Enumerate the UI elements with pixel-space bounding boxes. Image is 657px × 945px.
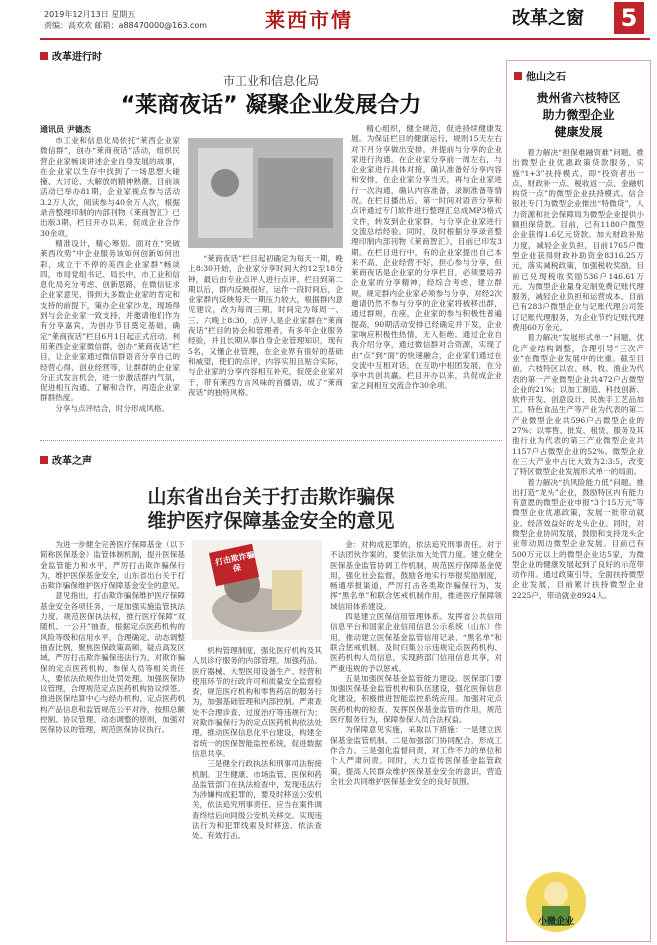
sidebar-headline-line1: 贵州省六枝特区 [536,91,621,105]
article-divider [40,440,502,441]
article1-kicker: 市工业和信息化局 [222,74,319,88]
article2-col2: 机构管理制度，强化医疗机构及其人员诊疗服务的内部管理。加强药品、医疗器械、大型医用设备生产、经营和使用环节的行政许可和质量安全监督检查，规范医疗机构和零售药店的服务行为，加强基础管理和内部控制。严肃查处不合理诊查、过度治疗等违规行为；对欺诈骗保行为的定点医药机构依法处理。推动医保信息化平台建设，构建全省统一的医保智能监控系统，促进数据信息共享。 三是健全行政执法和刑事司法衔接机制。卫生健康、市场监管、医保和药品监管部门在执法检查中，发现违法行为涉嫌构成犯罪的，要及时移送公安机关，依法追究刑事责任。应当在案件调查终结后向同级公安机关移交。实现违法行为和犯罪线索及时移送、依法查处、有效打击。 [192,646,322,841]
column-tag-voice: 改革之声 [40,452,92,467]
small-business-label: 小微企业 [537,917,574,927]
header-rule [40,38,650,40]
fraud-cartoon-icon [192,540,322,640]
article1-col3: 精心组织，健全规范，促进持续健康发展。为保证栏目的健康运行，规则15天左右对下月分享做出安排，并提前与分享的企业家进行沟通。在企业家分享前一周左右，与企业家进行具体对接，确认准备好分享内容和安排，在企业家分享当天，再与企业家进行一次沟通，确认内容准备，录制准备等情况。在栏目播出后，第一时间对语音分享和点评通过专门软件进行整理汇总成MP3格式文件，转发到企业家群，与分享企业家进行交流总结经验。同时，及时根据分享录音整理印制内部刊物《莱商智汇》，目前已印发3期。在栏目进行中，有的企业家提出自己本来不高，企业经营不好，担心参与分享，但莱商夜话是企业家的分享栏目，必须要培养企业家的分享精神，经综合考虑，建立群规，规定群内企业家必须参与分享，对经2次邀请仍然不参与分享的企业家将被移出群，通过群规，在座，企业家的参与积极性普遍提高，90期活动安排已经确定并下发，企业家响应积极性热情，无人拒绝。通过企业自我介绍分享，通过微信群对合资源，实现了由“点”到“面”的快速融合，企业家们通过在交流中互相对话，在互助中相团发展，在分享中共创共赢。栏目开办以来，共促成企业家之间相互交流合作30余项。 [351,124,502,391]
article2-col3: 金：对构成犯罪的，依法追究刑事责任。对于不法团伙作案的，要依法加大处罚力度。建立健全医保基金监管协调工作机制，规范医疗保障基金使用，强化社会监督，鼓励各地实行举报奖励制度，畅通举报渠道，严厉打击各类欺诈骗保行为，发挥“黑名单”和联合惩戒机制作用，推进医疗保障领域信用体系建设。 四是建立医保信用管理体系。发挥省公共信用信息平台和国家企业信用信息公示系统（山东）作用，推动建立医保基金监管信用记录、“黑名单”和联合惩戒机制。及时归集公示违规定点医药机构、医药机构人员信息，实现跨部门信用信息共享，对严重违规的予以惩戒。 五是加强医保基金监管能力建设。医保部门要加强医保基金监管机构和队伍建设，强化医保信息化建设，积极推进智能监控系统应用。加强对定点医药机构的检查，发挥医保基金监管的作用，规范医疗服务行为，保障参保人员合法权益。 为保障意见实施，采取以下措施：一是建立医保基金监管机制。二是加强部门协同配合，形成工作合力。三是强化监督问责，对工作不力的单位和个人严肃问责。同时，大力宣传医保基金监管政策，提高人民群众维护医保基金安全的意识，营造全社会共同维护医保基金安全的良好氛围。 [330,540,502,786]
page-number: 5 [614,2,644,34]
fraud-sign-label: 打击欺诈骗保 [214,550,256,574]
sidebar-illustration [516,866,596,936]
sidebar-body: 着力解决“担保难融资难”问题。推出微型企业优惠政策贷款服务，实施“1+3”扶持模式，即“投资者出一点、财政补一点、税收返一点、金融机构贷一点”的微型企业扶持模式。信合银社专门为微型企业推出“特微贷”，人力资源和社会保障局为微型企业提供小额担保贷款。目前，已有1180户微型企业获得1.6亿元贷款。加大财政补贴力度，减轻企业负担，目前1765户微型企业获得财政补助资金8316.25万元，落实减税政策，加强税收奖励，目前已兑现税收奖励536户146.61万元。为微型企业量身定制免费记账代理服务，减轻企业负担和运营成本。目前已有283户微型企业与记账代理公司签订记账代理服务，为企业节约记账代理费用60万余元。 着力解决“发展形式单一”问题。优化产业结构调整，合理引导“三次产业”在微型企业发展中的比重。截至目前，六枝特区以农、林、牧、渔业为代表的第一产业微型企业共472户占微型企业的21%；以加工制造、科技创新、软件开发、创意设计、民族手工艺品加工、特色食品生产等产业为代表的第二产业微型企业共596户占微型企业的27%；以零售、批发、租赁、服务及其他行业为代表的第三产业微型企业共1157户占微型企业的52%。微型企业在三大产业中占比大致为2:3:5，改变了特区微型企业发展形式单一的局面。 着力解决“抗风险能力低”问题。推出打造“龙头”企业，鼓励特区内有能力有意愿的微型企业申报“3个15万元”等微型企业优惠政策，发展一批带动就业、经济效益好的龙头企业。同时，对微型企业协同发展，鼓励和支持龙头企业带动周边微型企业发展。目前已有500万元以上的微型企业达5家，为微型企业的健康发展起到了良好的示范带动作用。通过政策引导，全面扶持微型企业发展，目前累计扶持微型企业2225户，带动就业8924人。 [512,148,644,600]
article1-col1: 市工业和信息化局依托“莱西企业家微信群”，创办“莱商夜话”活动，组织民营企业家畅谈讲述企业自身发展的故事，在企业家以生存中找到了一场思想大碰撞、大讨论、大解放的精神熟潮。目前该活动已举办81期，企业家视点参与活动3.2万人次，阅读参与40余万人次，根据录音整理印制的内部刊物《莱商智汇》已出版3期，栏目开办以来，促成企业合作30余项。 精准设计，精心筹划。面对在“突破莱西攻势”中企业服务该如何创新如何出彩，成立于不停的美西企业家群“畅谈四，市局党组书记、局长中，市工业和信息化局充分考虑、创新思路，在微信征求企业家意见，得到大多数企业家的肯定和支持的前提下，策办企业家沙龙，现场得到与会企业家一致支持，并邀请他们作为有分享嘉宾，为创办节目奠定基础，确定“莱商夜话”栏目6月1日起正式启动。利用莱西企业家微信群，创办“莱商夜话”栏目，让企业家通过微信群语音分享自己的经营心得、创业经营等，让群群的企业家分正式发言机会，进一步激活群内气氛，促进相互沟通、了解和合作，再造企业家群群热度。 分享与点评结合，时分形成风格。 [40,136,180,413]
date-line: 2019年12月13日 星期五 [44,10,136,19]
article1-caption: “莱商夜话”栏目起初确定为每天一期，晚上8:30开始，企业家分享时间大约12至18分钟，最后由专业点评人进行点评。栏目到第二期以后，群内反映很好，运作一段时间后，企业家群内反映每天一期压力较大，根据群内意见建议，改为每周三期，时间定为每周一、三、六晚上8:30，点评人是企业家群在“莱商夜话”栏目的协会和管理者，有多年企业服务经验，并且长期从事自身企业管理知识，现有5名，又懂企业管理，在企业界有很好的基础和威望，使们的点评，内容实用且贴合实际，与企业家的分享内容相互补充，促使企业家对于，带有莱西方言风味的首播语，成了“莱商夜话”的独特风格。 [188,254,343,397]
column-tag-reform: 改革进行时 [40,48,102,63]
square-bullet-icon [40,52,48,60]
square-bullet-icon [40,456,48,464]
article2-col1: 为进一步健全完善医疗保障基金（以下简称医保基金）监管体制机制，提升医保基金监管能力和水平，严厉打击欺诈骗保行为，维护医保基金安全，山东省出台关于打击欺诈骗保维护医疗保障基金安全的意见。 意见指出，打击欺诈骗保维护医疗保障基金安全各项任务，一是加强实施监管执法力度。规范医保执法权，推行医疗保障“双随机、一公开”抽查，根据定点医药机构的风险等级和信用水平，合理确定、动态调整抽查比例，聚焦医保政策高频、疑点高发区域。严厉打击欺诈骗保违法行为，对欺诈骗保的定点医药机构、参保人员等相关责任人，要依法依规作出处罚处理。加强医保协议管理，合理规范定点医药机构协议续签。推进医保结算中心与经办机构、定点医药机构产品信息和监管规范公平对待，按照总额控制、协议管理、动态调整的原则，加强对医保协议的管理，规范医保协议执行。 [40,540,185,735]
section-title: 改革之窗 [512,8,584,29]
masthead [0,0,657,38]
square-bullet-icon [514,72,522,80]
article1-byline: 通讯员 尹德杰 [40,125,91,134]
editor-line: 责编：高欢欢 邮箱：a88470000@163.com [44,21,208,30]
article1-photo [188,138,343,248]
article1-body [40,124,502,436]
article2-headline-line2: 维护医疗保障基金安全的意见 [147,510,395,532]
sidebar-headline-line3: 健康发展 [554,125,603,139]
sidebar-headline-line2: 助力微型企业 [542,108,615,122]
article2-illustration [192,540,322,640]
photo-illustration [188,138,343,248]
column-tag-sidebar: 他山之石 [514,68,566,83]
article2-headline-line1: 山东省出台关于打击欺诈骗保 [147,486,395,508]
article1-headline: “莱商夜话” 凝聚企业发展合力 [120,93,422,118]
newspaper-logo: 莱西市情 [265,8,353,32]
